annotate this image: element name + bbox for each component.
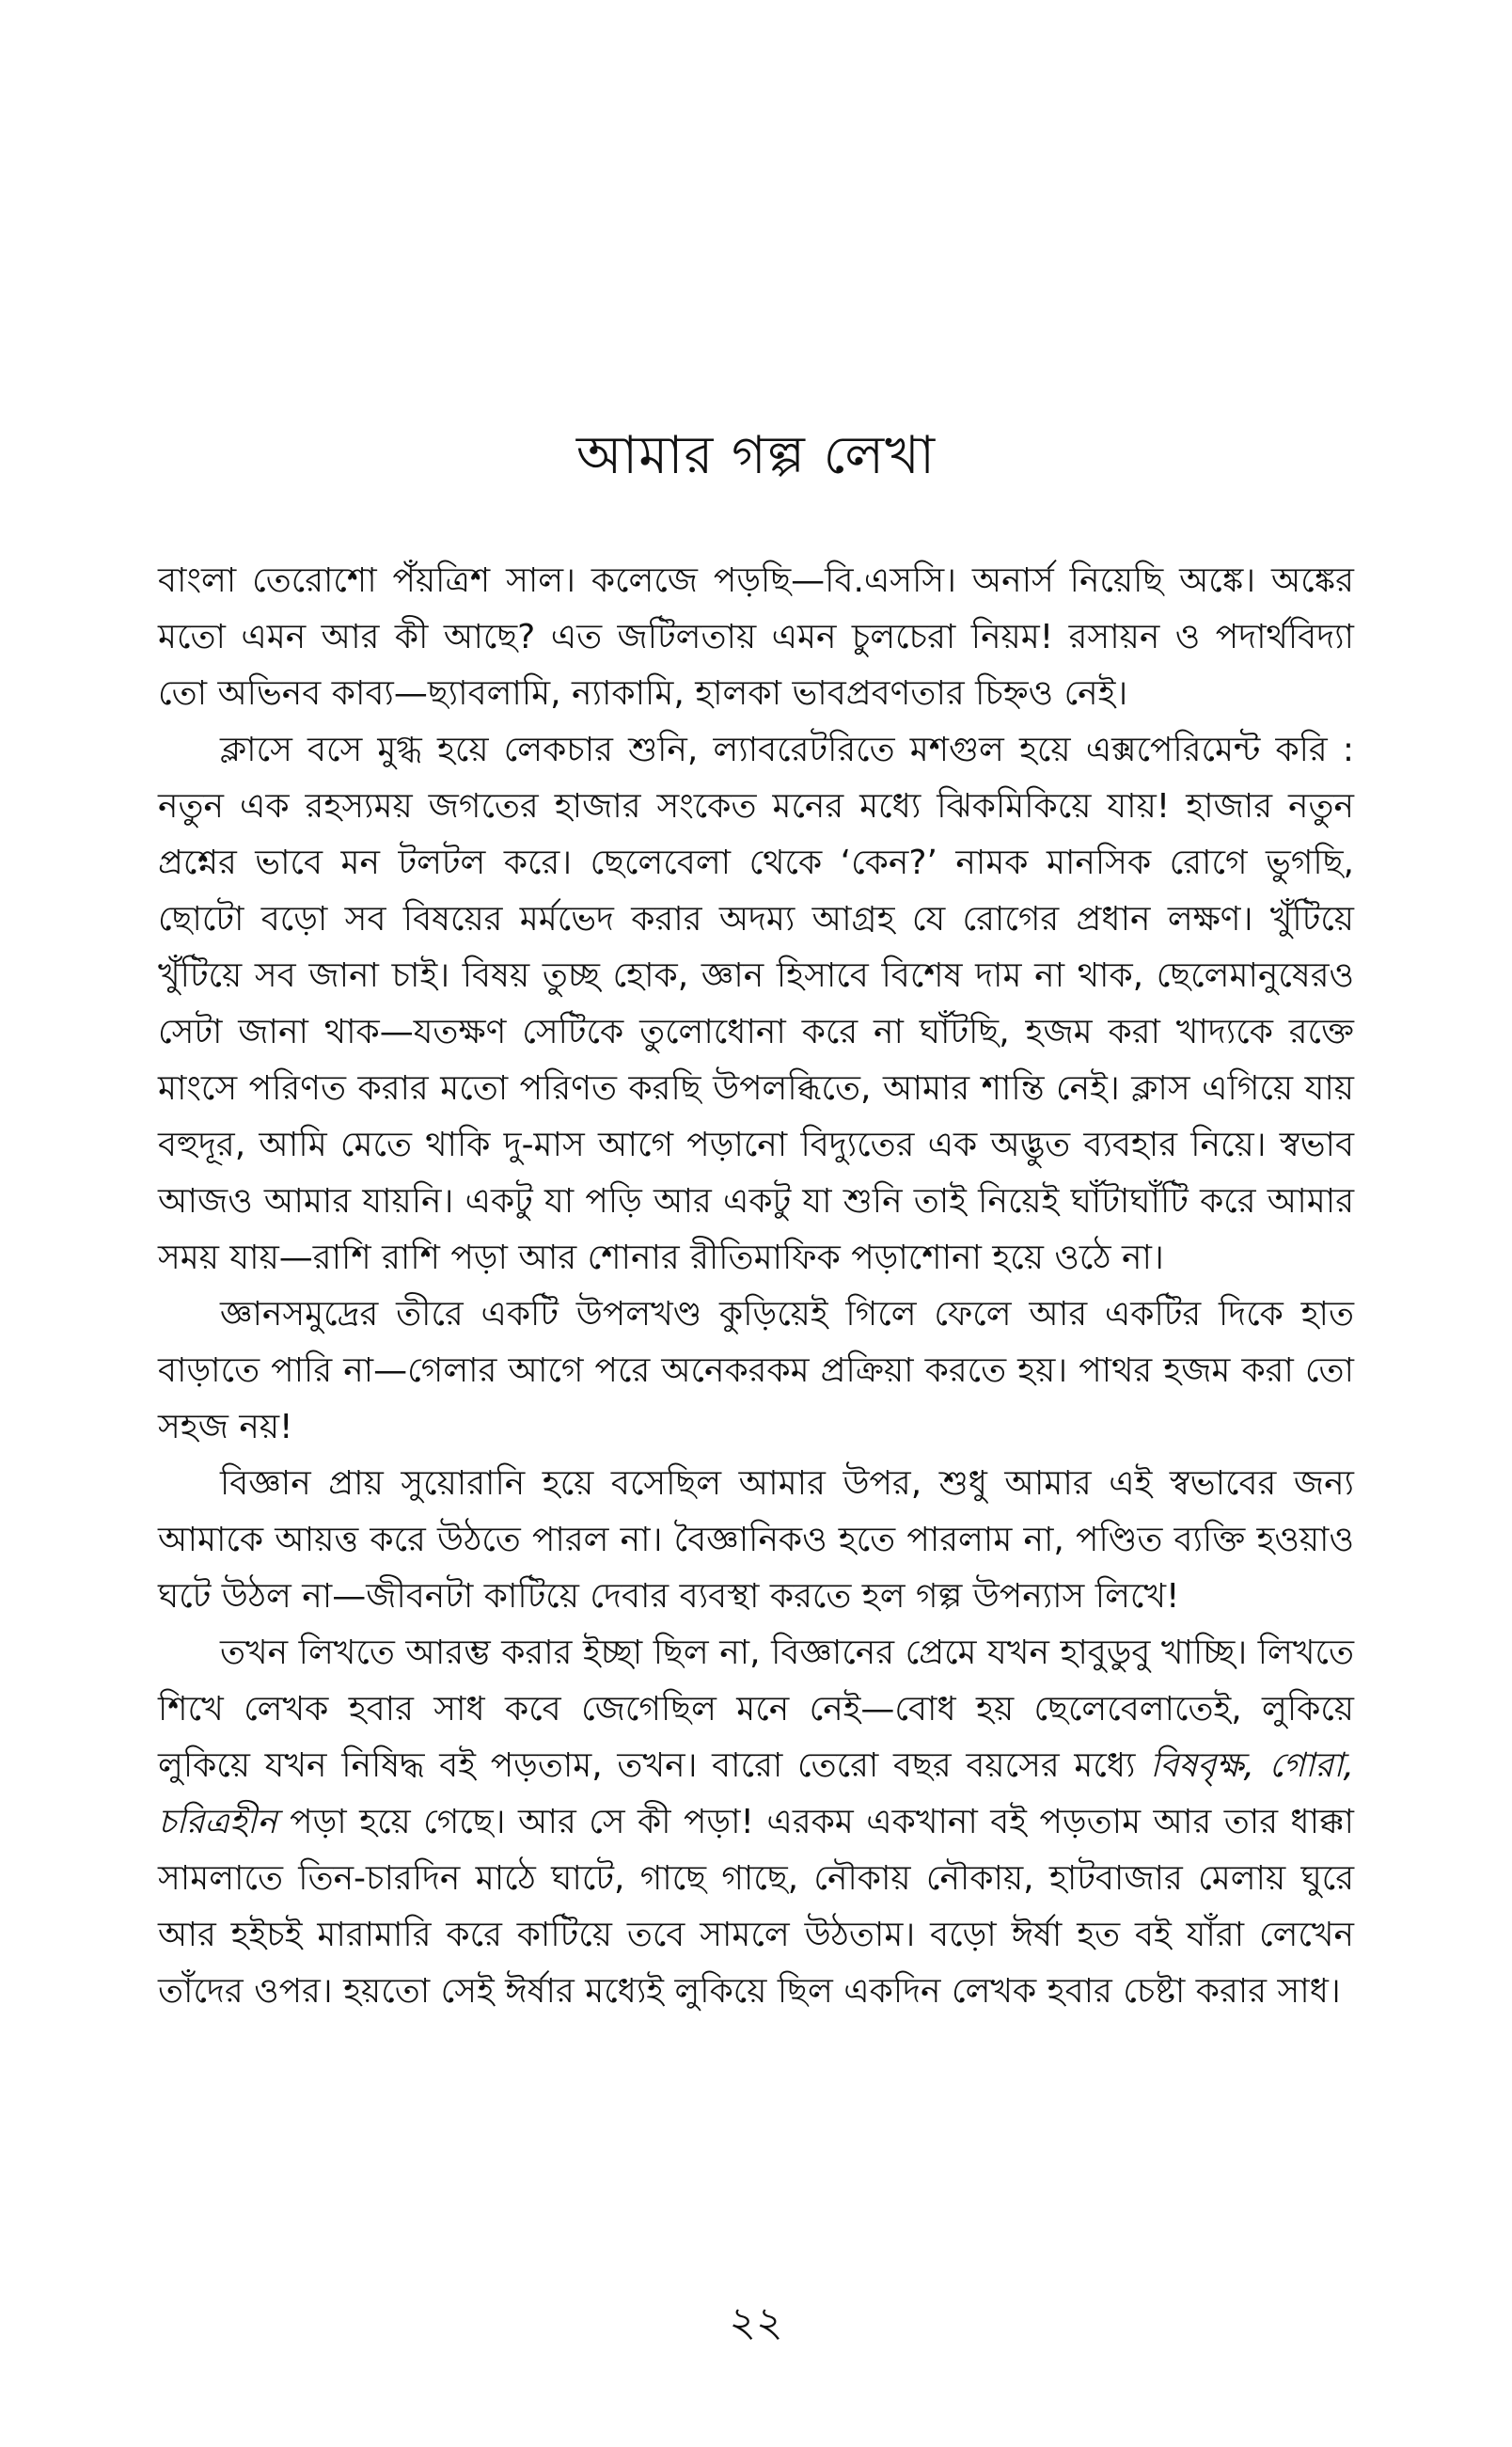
paragraph-5-part-1: তখন লিখতে আরম্ভ করার ইচ্ছা ছিল না, বিজ্ঞানের প্রেমে যখন হাবুডুবু খাচ্ছি। লিখতে শিখে লেখক হবার সাধ কবে জেগেছিল মনে নেই—বোধ হয় ছেলেবেলাতেই, লুকিয়ে লুকিয়ে যখন নিষিদ্ধ বই পড়তাম, তখন। বারো তেরো বছর বয়সের মধ্যে	[158, 1634, 1354, 1785]
chapter-body	[158, 553, 1354, 2020]
paragraph-2: ক্লাসে বসে মুগ্ধ হয়ে লেকচার শুনি, ল্যাবরেটরিতে মশগুল হয়ে এক্সপেরিমেন্ট করি : নতুন এক রহস্যময় জগতের হাজার সংকেত মনের মধ্যে ঝিকমিকিয়ে যায়! হাজার নতুন প্রশ্নের ভাবে মন টলটল করে। ছেলেবেলা থেকে ‘কেন?’ নামক মানসিক রোগে ভুগছি, ছোটো বড়ো সব বিষয়ের মর্মভেদ করার অদম্য আগ্রহ যে রোগের প্রধান লক্ষণ। খুঁটিয়ে খুঁটিয়ে সব জানা চাই। বিষয় তুচ্ছ হোক, জ্ঞান হিসাবে বিশেষ দাম না থাক, ছেলেমানুষেরও সেটা জানা থাক—যতক্ষণ সেটিকে তুলোধোনা করে না ঘাঁটছি, হজম করা খাদ্যকে রক্তে মাংসে পরিণত করার মতো পরিণত করছি উপলব্ধিতে, আমার শান্তি নেই। ক্লাস এগিয়ে যায় বহুদূর, আমি মেতে থাকি দু-মাস আগে পড়ানো বিদ্যুতের এক অদ্ভুত ব্যবহার নিয়ে। স্বভাব আজও আমার যায়নি। একটু যা পড়ি আর একটু যা শুনি তাই নিয়েই ঘাঁটাঘাঁটি করে আমার সময় যায়—রাশি রাশি পড়া আর শোনার রীতিমাফিক পড়াশোনা হয়ে ওঠে না।	[158, 731, 1354, 1277]
book-titles-italic: বিষবৃক্ষ, গোরা, চরিত্রহীন	[158, 1746, 1354, 1841]
chapter-title: আমার গল্প লেখা	[575, 425, 937, 486]
paragraph-4: বিজ্ঞান প্রায় সুয়োরানি হয়ে বসেছিল আমার উপর, শুধু আমার এই স্বভাবের জন্য আমাকে আয়ত্ত করে উঠতে পারল না। বৈজ্ঞানিকও হতে পারলাম না, পণ্ডিত ব্যক্তি হওয়াও ঘটে উঠল না—জীবনটা কাটিয়ে দেবার ব্যবস্থা করতে হল গল্প উপন্যাস লিখে!	[158, 1464, 1354, 1616]
page-number: ২২	[729, 2298, 783, 2346]
paragraph-1: বাংলা তেরোশো পঁয়ত্রিশ সাল। কলেজে পড়ছি—বি.এসসি। অনার্স নিয়েছি অঙ্কে। অঙ্কের মতো এমন আর কী আছে? এত জটিলতায় এমন চুলচেরা নিয়ম! রসায়ন ও পদার্থবিদ্যা তো অভিনব কাব্য—ছ্যাবলামি, ন্যাকামি, হালকা ভাবপ্রবণতার চিহ্নও নেই।	[158, 561, 1354, 713]
paragraph-3: জ্ঞানসমুদ্রের তীরে একটি উপলখণ্ড কুড়িয়েই গিলে ফেলে আর একটির দিকে হাত বাড়াতে পারি না—গেলার আগে পরে অনেকরকম প্রক্রিয়া করতে হয়। পাথর হজম করা তো সহজ নয়!	[158, 1295, 1354, 1446]
paragraph-5	[158, 1625, 1354, 2020]
paragraph-5-part-2: পড়া হয়ে গেছে। আর সে কী পড়া! এরকম একখানা বই পড়তাম আর তার ধাক্কা সামলাতে তিন-চারদিন মাঠে ঘাটে, গাছে গাছে, নৌকায় নৌকায়, হাটবাজার মেলায় ঘুরে আর হইচই মারামারি করে কাটিয়ে তবে সামলে উঠতাম। বড়ো ঈর্ষা হত বই যাঁরা লেখেন তাঁদের ওপর। হয়তো সেই ঈর্ষার মধ্যেই লুকিয়ে ছিল একদিন লেখক হবার চেষ্টা করার সাধ।	[158, 1803, 1354, 2011]
